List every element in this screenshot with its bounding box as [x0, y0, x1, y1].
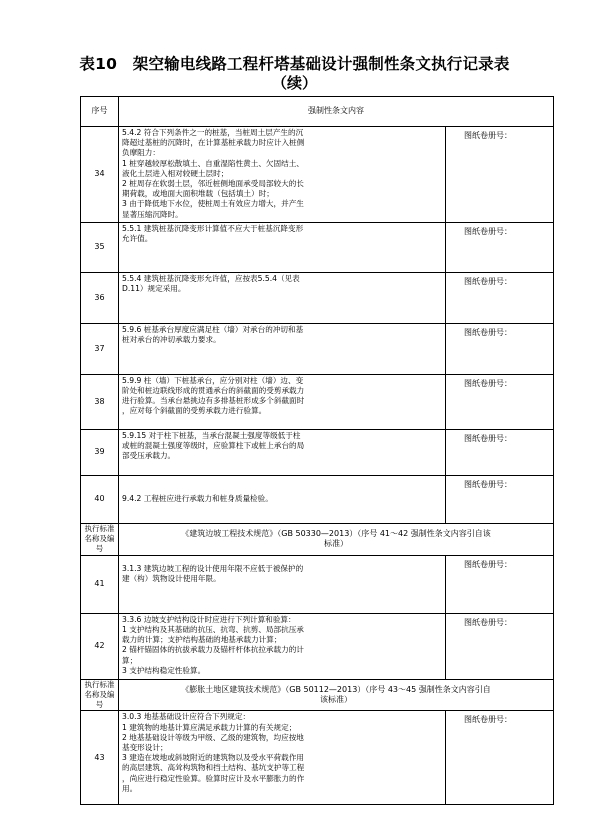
clause-line: 5.9.15 对于柱下桩基，当承台混凝土强度等级低于柱	[122, 430, 301, 440]
table-row	[81, 711, 554, 805]
clause-line: 1 建筑物的地基计算应满足承载力计算的有关规定；	[122, 722, 297, 732]
clause-line: 显著压缩沉降时。	[122, 209, 183, 219]
row-number: 39	[81, 429, 119, 475]
table-row	[81, 127, 554, 223]
page-subtitle: （续）	[271, 74, 317, 92]
clause-line: ，尚应进行稳定性验算。验算时应计及水平膨胀力的作	[122, 773, 305, 783]
row-number: 38	[81, 374, 119, 429]
standard-line: 《膨胀土地区建筑技术规范》（GB 50112—2013）（序号 43～45 强制性条文内容引自	[181, 684, 491, 694]
row-number: 37	[81, 323, 119, 374]
clause-line: 5.9.6 桩基承台厚度应满足柱（墙）对承台的冲切和基	[122, 324, 304, 334]
clause-line: 基变形设计；	[122, 743, 168, 753]
drawing-volume-cell[interactable]: 图纸卷册号：	[446, 222, 554, 272]
clause-text	[119, 711, 446, 805]
drawing-volume-cell[interactable]: 图纸卷册号：	[446, 475, 554, 523]
clause-line: 液化土层进入相对较硬土层时；	[122, 168, 229, 178]
clause-text	[119, 555, 446, 613]
clause-line: 3 建造在坡地或斜坡附近的建筑物以及受水平荷载作用	[122, 753, 304, 763]
standard-row	[81, 679, 554, 711]
clause-line: 3 支护结构稳定性验算。	[122, 665, 206, 675]
row-number: 41	[81, 555, 119, 613]
standard-label: 执行标准名称及编号	[81, 523, 119, 555]
clause-line: 期荷载，或地面大面积堆载（包括填土）时；	[122, 189, 274, 199]
table-row	[81, 323, 554, 374]
clause-line: D.11）规定采用。	[122, 284, 186, 294]
table-row	[81, 475, 554, 523]
clause-line: 用。	[122, 783, 138, 793]
row-number: 43	[81, 711, 119, 805]
page-title: 表10 架空输电线路工程杆塔基础设计强制性条文执行记录表	[79, 55, 510, 73]
clause-line: 算；	[122, 655, 138, 665]
clause-text	[119, 475, 446, 523]
drawing-volume-cell[interactable]: 图纸卷册号：	[446, 555, 554, 613]
header-seq: 序号	[81, 97, 119, 127]
clause-line: 3.0.3 地基基础设计应符合下列规定：	[122, 712, 251, 722]
row-number: 36	[81, 272, 119, 323]
table-row	[81, 374, 554, 429]
row-number: 42	[81, 613, 119, 679]
standard-row	[81, 523, 554, 555]
clause-line: 3 由于降低地下水位，使桩周土有效应力增大，并产生	[122, 199, 304, 209]
table-row	[81, 272, 554, 323]
standard-label: 执行标准名称及编号	[81, 679, 119, 711]
clause-text	[119, 272, 446, 323]
clause-line: 桩对承台的冲切承载力要求。	[122, 335, 221, 345]
clause-line: 9.4.2 工程桩应进行承载力和桩身质量检验。	[122, 493, 273, 503]
clause-line: 的高层建筑、高耸构筑物和挡土结构、基坑支护等工程	[122, 763, 305, 773]
header-content: 强制性条文内容	[119, 97, 554, 127]
clause-line: 降超过基桩的沉降时，在计算基桩承载力时应计入桩侧	[122, 138, 305, 148]
table-row	[81, 222, 554, 272]
clause-line: 5.5.4 建筑桩基沉降变形允许值，应按表5.5.4（见表	[122, 273, 300, 283]
table-row	[81, 613, 554, 679]
standard-line: 标准）	[324, 539, 348, 549]
table-row	[81, 429, 554, 475]
standard-name	[119, 523, 554, 555]
clause-line: 进行验算。当承台悬挑边有多排基桩形成多个斜截面时	[122, 396, 305, 406]
row-number: 35	[81, 222, 119, 272]
clause-line: 部受压承载力。	[122, 451, 176, 461]
row-number: 34	[81, 127, 119, 223]
drawing-volume-cell[interactable]: 图纸卷册号：	[446, 374, 554, 429]
table-header-row	[81, 97, 554, 127]
clause-line: 1 桩穿越较厚松散填土、自重湿陷性黄土、欠固结土、	[122, 158, 304, 168]
drawing-volume-cell[interactable]: 图纸卷册号：	[446, 272, 554, 323]
standard-line: 《建筑边坡工程技术规范》（GB 50330—2013）（序号 41～42 强制性条文内容引自该	[181, 528, 491, 538]
row-number: 40	[81, 475, 119, 523]
drawing-volume-cell[interactable]: 图纸卷册号：	[446, 323, 554, 374]
clause-line: 阶处和桩边联线形成的贯通承台的斜截面的受剪承载力	[122, 386, 305, 396]
record-table	[80, 96, 554, 805]
clause-line: 2 地基基础设计等级为甲级、乙级的建筑物，均应按地	[122, 732, 304, 742]
clause-line: 载力的计算；支护结构基础的地基承载力计算；	[122, 635, 282, 645]
drawing-volume-cell[interactable]: 图纸卷册号：	[446, 711, 554, 805]
clause-line: 3.3.6 边坡支护结构设计时应进行下列计算和验算：	[122, 614, 296, 624]
clause-line: 负摩阻力：	[122, 148, 160, 158]
standard-name	[119, 679, 554, 711]
clause-text	[119, 222, 446, 272]
drawing-volume-cell[interactable]: 图纸卷册号：	[446, 429, 554, 475]
clause-line: 2 锚杆锚固体的抗拔承载力及锚杆杆体抗拉承载力的计	[122, 645, 304, 655]
clause-text	[119, 127, 446, 223]
table-row	[81, 555, 554, 613]
clause-line: 建（构）筑物设计使用年限。	[122, 574, 221, 584]
clause-line: 允许值。	[122, 234, 153, 244]
clause-line: 3.1.3 建筑边坡工程的设计使用年限不应低于被保护的	[122, 563, 304, 573]
clause-text	[119, 429, 446, 475]
clause-line: 5.5.1 建筑桩基沉降变形计算值不应大于桩基沉降变形	[122, 223, 304, 233]
clause-line: 5.9.9 柱（墙）下桩基承台，应分别对柱（墙）边、变	[122, 375, 304, 385]
drawing-volume-cell[interactable]: 图纸卷册号：	[446, 127, 554, 223]
standard-line: 该标准）	[320, 695, 352, 705]
clause-line: 2 桩周存在软弱土层，邻近桩侧地面承受局部较大的长	[122, 179, 304, 189]
drawing-volume-cell[interactable]: 图纸卷册号：	[446, 613, 554, 679]
clause-text	[119, 613, 446, 679]
clause-line: 或桩的混凝土强度等级时，应验算柱下或桩上承台的局	[122, 441, 305, 451]
clause-line: 1 支护结构及其基础的抗压、抗弯、抗剪、局部抗压承	[122, 625, 304, 635]
clause-text	[119, 323, 446, 374]
clause-line: ，应对每个斜截面的受剪承载力进行验算。	[122, 406, 267, 416]
clause-line: 5.4.2 符合下列条件之一的桩基，当桩周土层产生的沉	[122, 128, 304, 137]
clause-text	[119, 374, 446, 429]
